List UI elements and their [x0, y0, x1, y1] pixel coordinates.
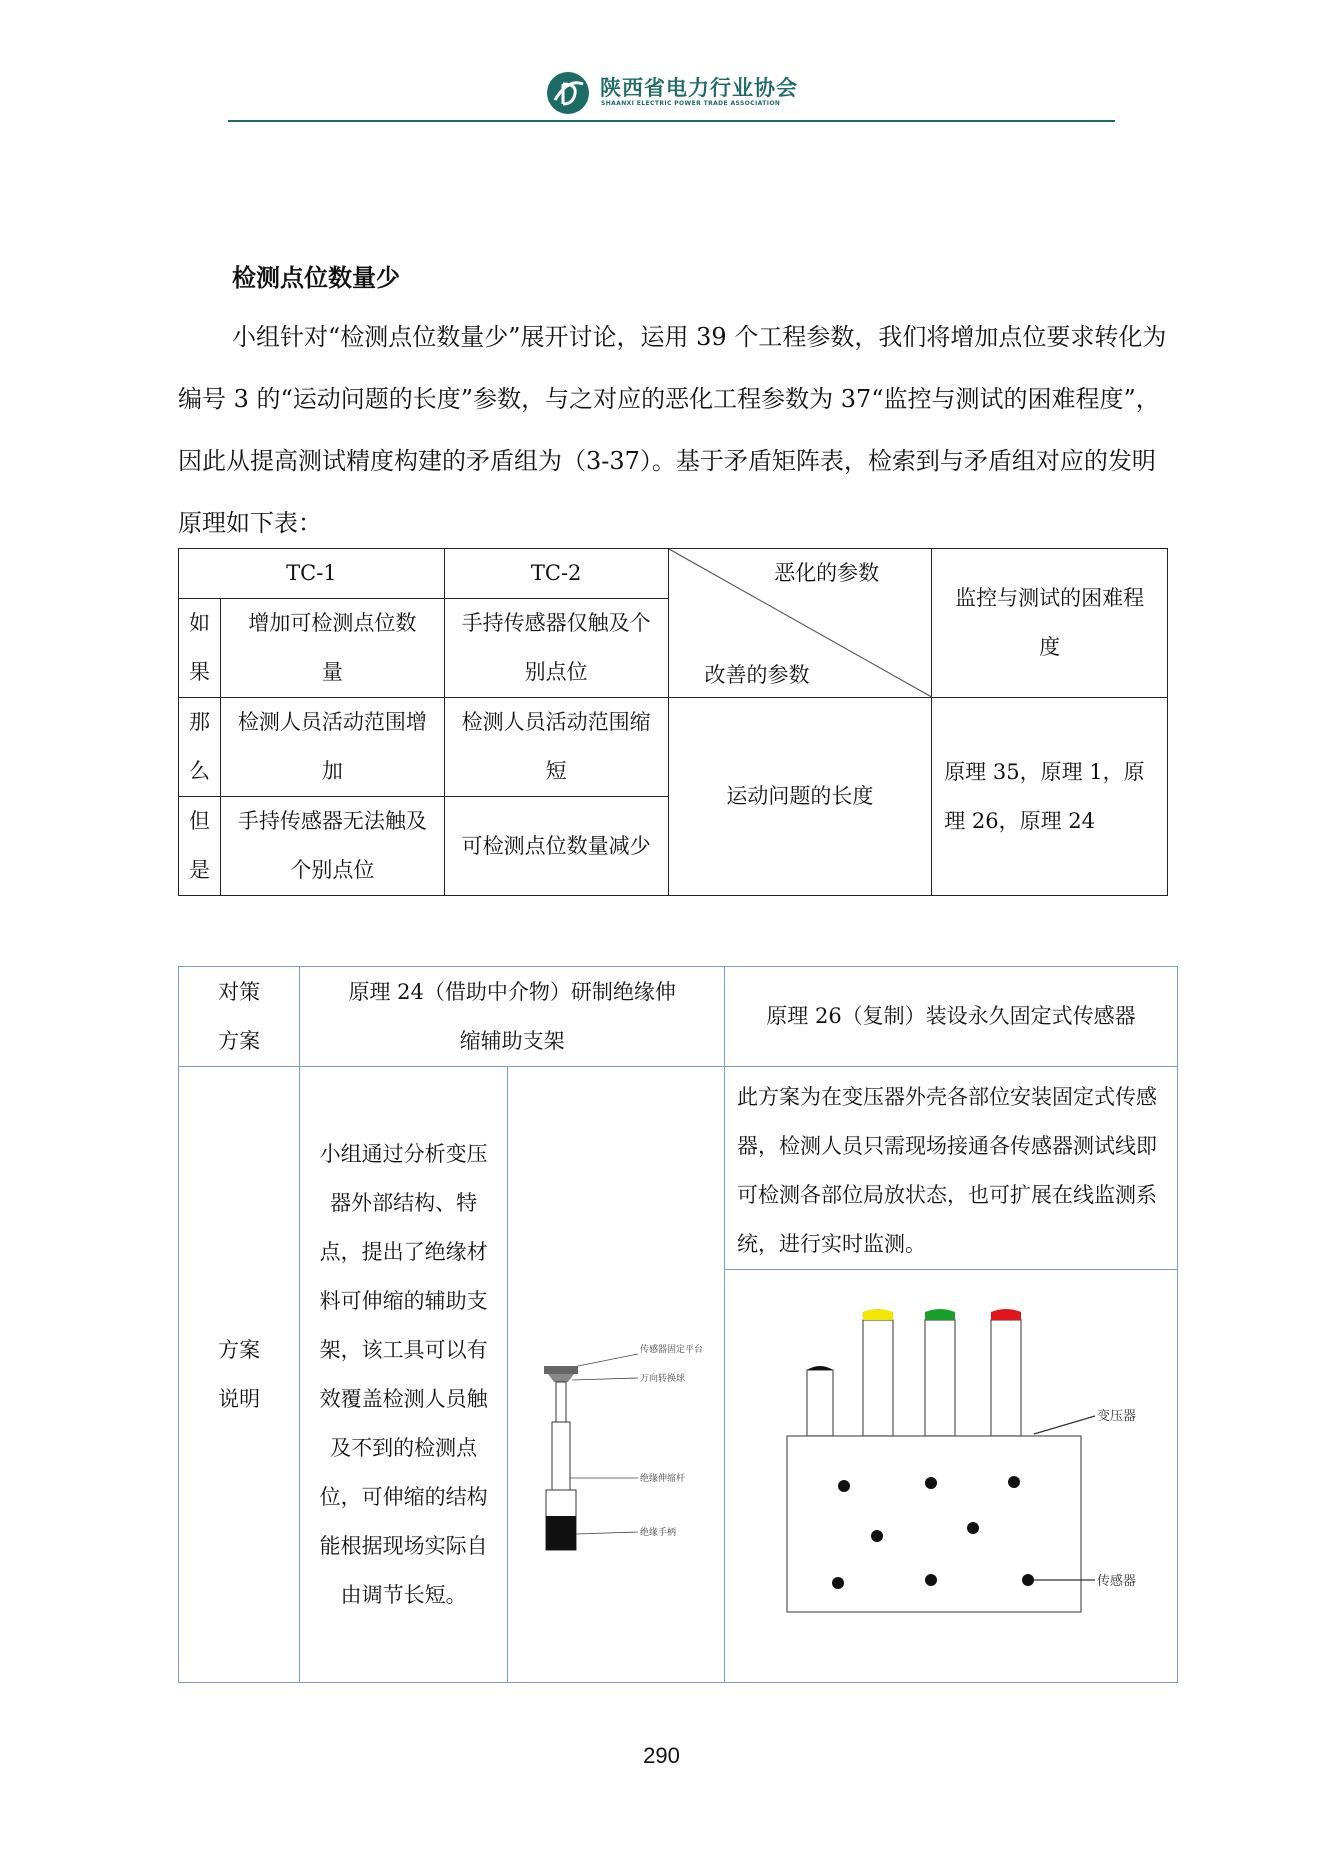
- insulated-handle-shape: [546, 1516, 576, 1550]
- support-tool-figure: [507, 1067, 724, 1683]
- header-rule: [228, 120, 1115, 122]
- sensor-cap-red: [991, 1309, 1021, 1320]
- sensor-dot: [925, 1574, 937, 1586]
- sensor-dot: [925, 1477, 937, 1489]
- sensor-column: [863, 1320, 893, 1436]
- org-name: 陕西省电力行业协会: [600, 76, 798, 100]
- tc2-header: TC-2: [444, 549, 668, 599]
- sensor-cap-yellow: [863, 1309, 893, 1320]
- row-tc2: 手持传感器仅触及个别点位: [444, 599, 668, 698]
- row-tag: 但是: [179, 797, 221, 896]
- section-title: 检测点位数量少: [232, 264, 400, 292]
- support-tool-drawing: [508, 1216, 724, 1538]
- worsening-label: 恶化的参数: [774, 561, 880, 585]
- middle-rod-shape: [552, 1422, 570, 1490]
- sensor-dot: [1022, 1574, 1034, 1586]
- body-paragraph-text: 小组针对“检测点位数量少”展开讨论，运用 39 个工程参数，我们将增加点位要求转化为编号 3 的“运动问题的长度”参数，与之对应的恶化工程参数为 37“监控与测试的困难程度”，因此从提高测试精度构建的矛盾组为（3-37）。基于矛盾矩阵表，检索到与矛盾组对应的发明原理如下表：: [178, 323, 1167, 537]
- sensor-dot: [871, 1530, 883, 1542]
- row-tc1: 手持传感器无法触及个别点位: [221, 797, 445, 896]
- transformer-body: [787, 1436, 1081, 1612]
- transformer-sensor-figure: [724, 1270, 1177, 1683]
- row-tc2: 可检测点位数量减少: [444, 797, 668, 896]
- row-tc2: 检测人员活动范围缩短: [444, 698, 668, 797]
- scheme1-description: 小组通过分析变压器外部结构、特点，提出了绝缘材料可伸缩的辅助支架，该工具可以有效覆盖检测人员触及不到的检测点位，可伸缩的结构能根据现场实际自由调节长短。: [300, 1067, 508, 1683]
- row-tag: 如果: [179, 599, 221, 698]
- col3-header: 原理 26（复制）装设永久固定式传感器: [724, 967, 1177, 1067]
- sensor-dot: [1008, 1476, 1020, 1488]
- scheme2-description: 此方案为在变压器外壳各部位安装固定式传感器，检测人员只需现场接通各传感器测试线即可检测各部位局放状态，也可扩展在线监测系统，进行实时监测。: [724, 1067, 1177, 1270]
- handle-label: 绝缘手柄: [639, 1527, 676, 1538]
- sensor-column: [925, 1320, 955, 1436]
- sensor-label: 传感器: [1096, 1574, 1136, 1589]
- worsening-param: 监控与测试的困难程度: [932, 549, 1168, 698]
- sensor-dot: [832, 1577, 844, 1589]
- row-tc1: 检测人员活动范围增加: [221, 698, 445, 797]
- solution-table: [178, 966, 1178, 1683]
- improving-param: 运动问题的长度: [668, 698, 932, 896]
- transformer-sensor-drawing: [725, 1270, 1177, 1664]
- row-tag: 那么: [179, 698, 221, 797]
- diagonal-header-cell: [668, 549, 932, 698]
- org-name-en: SHAANXI ELECTRIC POWER TRADE ASSOCIATION: [601, 100, 781, 107]
- universal-joint-shape: [548, 1374, 574, 1382]
- joint-label: 万向转换球: [639, 1373, 685, 1384]
- sensor-cap-black: [807, 1366, 833, 1370]
- row-tc1: 增加可检测点位数量: [221, 599, 445, 698]
- platform-label: 传感器固定平台: [639, 1344, 703, 1355]
- tc1-header: TC-1: [179, 549, 445, 599]
- col2-header: 原理 24（借助中介物）研制绝缘伸缩辅助支架: [300, 967, 725, 1067]
- sensor-column: [991, 1320, 1021, 1436]
- sensor-platform-shape: [544, 1366, 578, 1374]
- col1-header: 对策方案: [179, 967, 300, 1067]
- improving-label: 改善的参数: [704, 663, 810, 687]
- page-header: [0, 62, 1323, 122]
- sensor-column: [807, 1370, 833, 1436]
- principles: 原理 35，原理 1，原理 26，原理 24: [932, 698, 1168, 896]
- sensor-dot: [838, 1480, 850, 1492]
- sensor-cap-green: [925, 1309, 955, 1320]
- sensor-dot: [967, 1522, 979, 1534]
- rod-label: 绝缘伸缩杆: [639, 1473, 685, 1484]
- upper-rod-shape: [556, 1382, 566, 1422]
- transformer-label: 变压器: [1096, 1409, 1136, 1424]
- contradiction-table: [178, 548, 1168, 896]
- body-paragraph: [178, 306, 1168, 554]
- page-number: 290: [643, 1743, 680, 1768]
- row-label: 方案说明: [179, 1067, 300, 1683]
- association-logo-icon: [545, 70, 591, 116]
